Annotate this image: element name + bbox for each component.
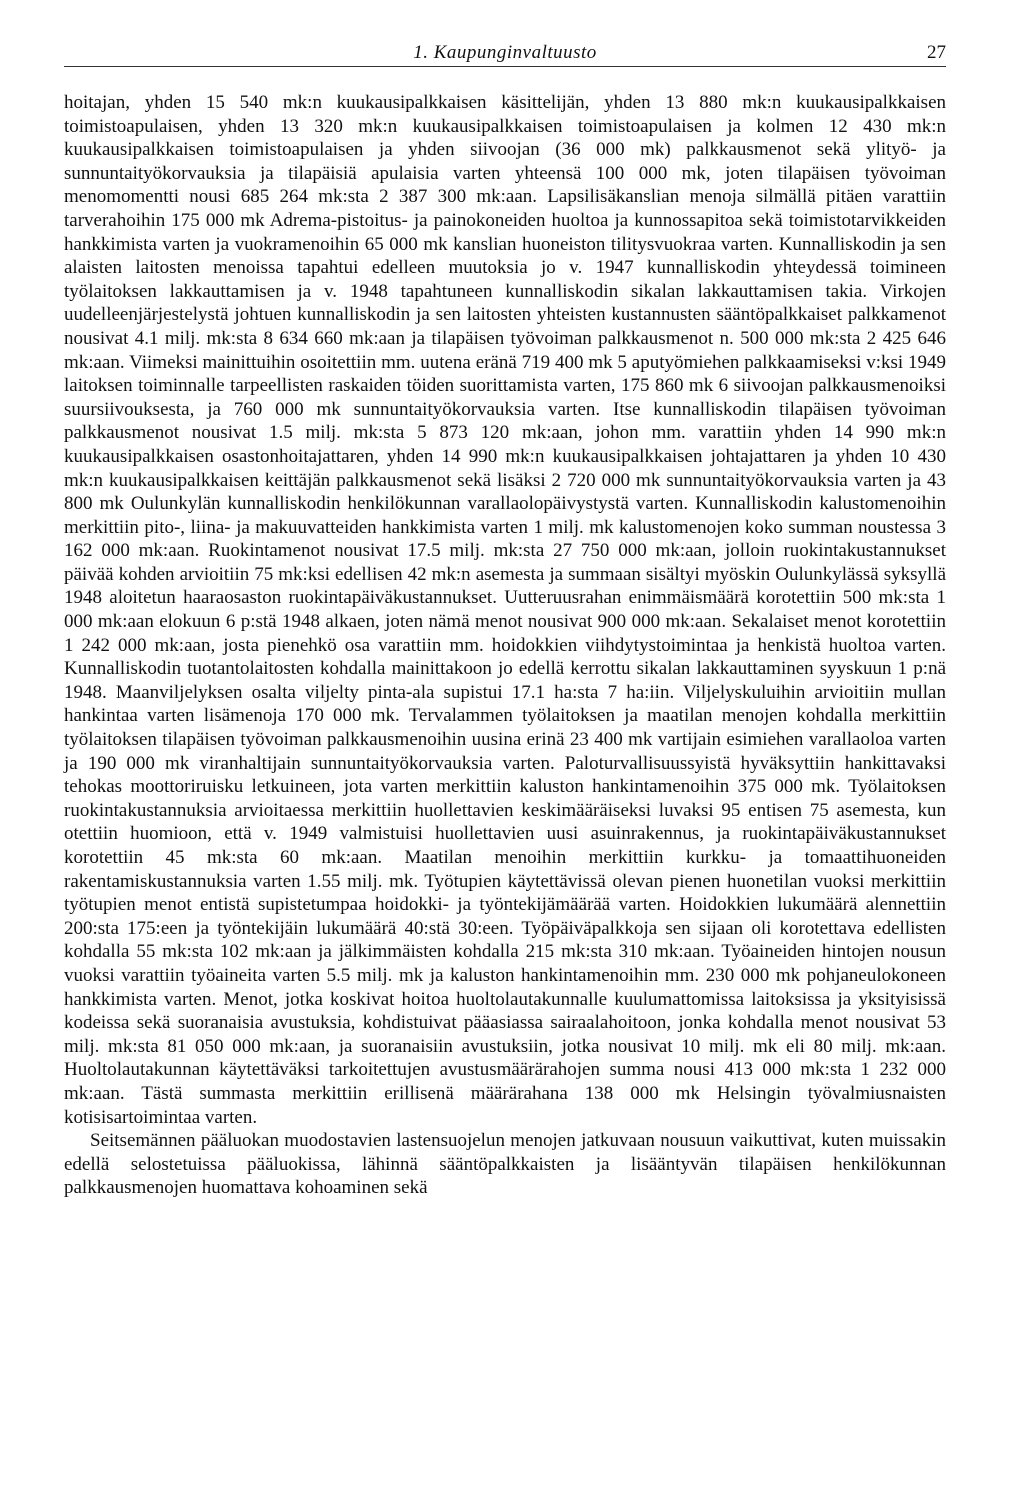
running-title: 1. Kaupunginvaltuusto xyxy=(413,42,597,63)
paragraph-lastensuojelu: Seitsemännen pääluokan muodostavien lastensuojelun menojen jatkuvaan nousuun vaikuttivat, kuten muissakin edellä selostetuissa pääluokissa, lähinnä sääntöpalkkaisten ja lisääntyvän tilapäisen henkilökunnan palkkausmenojen huomattava kohoaminen sekä xyxy=(64,1130,946,1199)
paragraph-continued: hoitajan, yhden 15 540 mk:n kuukausipalkkaisen käsittelijän, yhden 13 880 mk:n kuukausipalkkaisen toimistoapulaisen, yhden 13 320 mk:n kuukausipalkkaisen toimistoapulaisen ja kolmen 12 430 mk:n kuukausipalkkaisen toimistoapulaisen ja yhden siivoojan (36 000 mk) palkkausmenot sekä ylityö- ja sunnuntaityökorvauksia ja tilapäisiä apulaisia varten yhteensä 100 000 mk, joten tilapäisen työvoiman menomomentti nousi 685 264 mk:sta 2 387 300 mk:aan. Lapsilisäkanslian menoja silmällä pitäen varattiin tarverahoihin 175 000 mk Adrema-pistoitus- ja painokoneiden huoltoa ja kunnossapitoa sekä toimistotarvikkeiden hankkimista varten ja vuokramenoihin 65 000 mk kanslian huoneiston tilitysvuokraa varten. Kunnalliskodin ja sen alaisten laitosten menoissa tapahtui edelleen muutoksia jo v. 1947 kunnalliskodin yhteydessä toimineen työlaitoksen lakkauttamisen ja v. 1948 tapahtuneen kunnalliskodin sikalan lakkauttamisen takia. Virkojen uudelleenjärjestelystä johtuen kunnalliskodin ja sen laitosten yhteisten kustannusten sääntöpalkkaiset palkkamenot nousivat 4.1 milj. mk:sta 8 634 660 mk:aan ja tilapäisen työvoiman palkkausmenot n. 500 000 mk:sta 2 425 646 mk:aan. Viimeksi mainittuihin osoitettiin mm. uutena eränä 719 400 mk 5 aputyömiehen palkkaamiseksi v:ksi 1949 laitoksen toiminnalle tarpeellisten raskaiden töiden suorittamista varten, 175 860 mk 6 siivoojan palkkausmenoiksi suursiivouksesta, ja 760 000 mk sunnuntaityökorvauksia varten. Itse kunnalliskodin tilapäisen työvoiman palkkausmenot nousivat 1.5 milj. mk:sta 5 873 120 mk:aan, johon mm. varattiin yhden 14 990 mk:n kuukausipalkkaisen osastonhoitajattaren, yhden 14 990 mk:n kuukausipalkkaisen johtajattaren ja yhden 10 430 mk:n kuukausipalkkaisen keittäjän palkkausmenot sekä lisäksi 2 720 000 mk sunnuntaityökorvauksia varten ja 43 800 mk Oulunkylän kunnalliskodin henkilökunnan varallaolopäivystystä varten. Kunnalliskodin kalustomenoihin merkittiin pito-, liina- ja makuuvatteiden hankkimista varten 1 milj. mk kalustomenojen koko summan noustessa 3 162 000 mk:aan. Ruokintamenot nousivat 17.5 milj. mk:sta 27 750 000 mk:aan, jolloin ruokintakustannukset päivää kohden arvioitiin 75 mk:ksi edellisen 42 mk:n asemesta ja summaan sisältyi myöskin Oulunkylässä syksyllä 1948 aloitetun haaraosaston ruokintapäiväkustannukset. Uutteruusrahan enimmäismäärä korotettiin 500 mk:sta 1 000 mk:aan elokuun 6 p:stä 1948 alkaen, joten nämä menot nousivat 900 000 mk:aan. Sekalaiset menot korotettiin 1 242 000 mk:aan, josta pienehkö osa varattiin mm. hoidokkien viihdytystoimintaa ja henkistä huoltoa varten. Kunnalliskodin tuotantolaitosten kohdalla mainittakoon jo edellä kerrottu sikalan lakkauttaminen syyskuun 1 p:nä 1948. Maanviljelyksen osalta viljelty pinta-ala supistui 17.1 ha:sta 7 ha:iin. Viljelyskuluihin arvioitiin mullan hankintaa varten lisämenoja 170 000 mk. Tervalammen työlaitoksen ja maatilan menojen kohdalla merkittiin työlaitoksen tilapäisen työvoiman palkkausmenoihin uusina erinä 23 400 mk vartijain esimiehen varallaoloa varten ja 190 000 mk viranhaltijain sunnuntaityökorvauksia varten. Paloturvallisuussyistä hyväksyttiin hankittavaksi tehokas moottoriruisku letkuineen, jota varten merkittiin kaluston hankintamenoihin 375 000 mk. Työlaitoksen ruokintakustannuksia arvioitaessa merkittiin huollettavien keskimääräiseksi luvaksi 95 entisen 75 asemesta, kun otettiin huomioon, että v. 1949 valmistuisi huollettavien uusi asuinrakennus, ja ruokintapäiväkustannukset korotettiin 45 mk:sta 60 mk:aan. Maatilan menoihin merkittiin kurkku- ja tomaattihuoneiden rakentamiskustannuksia varten 1.55 milj. mk. Työtupien käytettävissä olevan pienen huonetilan vuoksi merkittiin työtupien menot entistä supistetumpaa hoidokki- ja työntekijämäärää varten. Hoidokkien lukumäärä alennettiin 200:sta 175:een ja työntekijäin lukumäärä 40:stä 30:een. Työpäiväpalkkoja sen sijaan oli korotettava edellisten kohdalla 55 mk:sta 102 mk:aan ja jälkimmäisten kohdalla 215 mk:sta 310 mk:aan. Työaineiden hintojen nousun vuoksi varattiin työaineita varten 5.5 milj. mk ja kaluston hankintamenoihin mm. 230 000 mk pohjaneulokoneen hankkimista varten. Menot, jotka koskivat hoitoa huoltolautakunnalle kuulumattomissa laitoksissa ja yksityisissä kodeissa sekä suoranaisia avustuksia, kohdistuivat pääasiassa sairaalahoitoon, jonka kohdalla menot nousivat 53 milj. mk:sta 81 050 000 mk:aan, ja suoranaisiin avustuksiin, jotka nousivat 10 milj. mk eli 80 milj. mk:aan. Huoltolautakunnan käytettäväksi tarkoitettujen avustusmäärärahojen summa nousi 413 000 mk:sta 1 232 000 mk:aan. Tästä summasta merkittiin erillisenä määrärahana 138 000 mk Helsingin työvalmiusnaisten kotisisartoimintaa varten. xyxy=(64,92,946,1128)
running-header xyxy=(64,30,946,67)
body-text xyxy=(64,91,946,1200)
page-number: 27 xyxy=(927,42,946,63)
document-page xyxy=(64,30,946,1200)
